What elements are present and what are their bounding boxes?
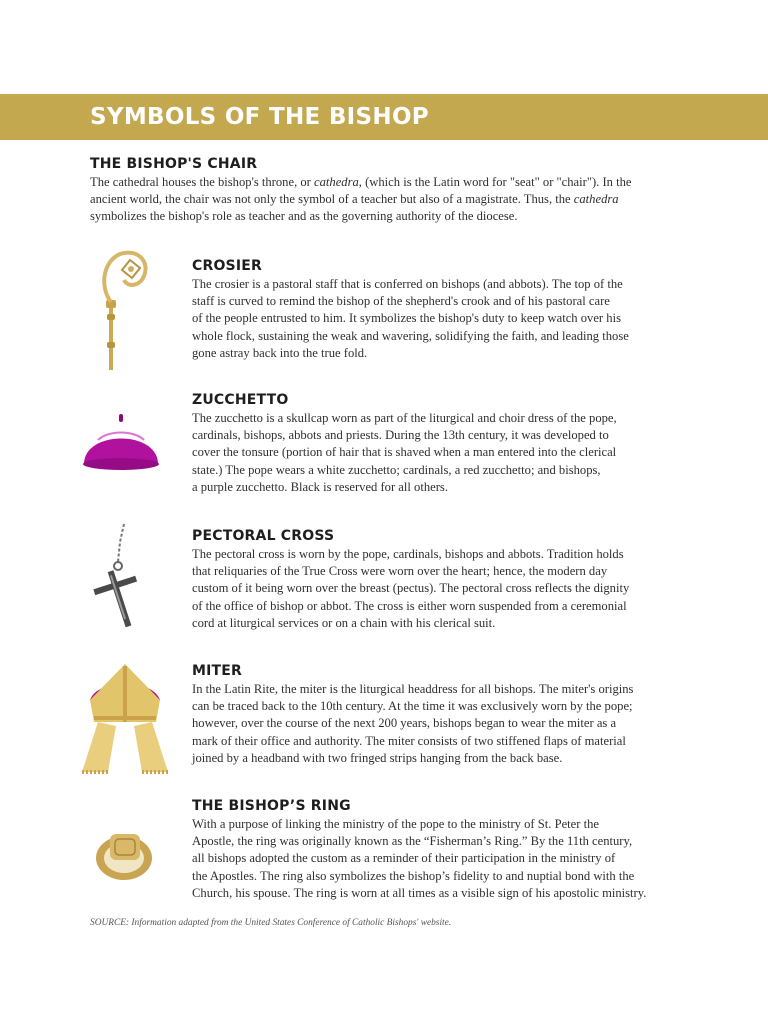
section-body: With a purpose of linking the ministry of the pope to the ministry of St. Peter the Apostle, the ring was originally known as the “Fisherman’s Ring.” By the 11th century, all bishops adopted the custom as a reminder of their participation in the ministry of the Apostles. The ring also symbolizes the bishop’s fidelity to and nuptial bond with the Church, his spouse. The ring is worn at all times as a visible sign of his apostolic ministry. <box>192 817 647 900</box>
page-title: SYMBOLS OF THE BISHOP <box>90 104 429 130</box>
crosier-image <box>92 244 162 374</box>
section-miter <box>192 663 692 767</box>
miter-image <box>68 660 182 782</box>
section-pectoral-cross <box>192 528 692 632</box>
section-heading: PECTORAL CROSS <box>192 528 335 544</box>
title-banner <box>0 94 768 140</box>
pectoral-cross-image <box>86 522 152 632</box>
section-heading: ZUCCHETTO <box>192 392 289 408</box>
section-heading: THE BISHOP'S CHAIR <box>90 156 258 172</box>
section-bishops-ring <box>192 798 692 902</box>
section-heading: CROSIER <box>192 258 262 274</box>
section-body: In the Latin Rite, the miter is the liturgical headdress for all bishops. The miter's origins can be traced back to the 10th century. At the time it was exclusively worn by the pope; however, over the course of the next 200 years, bishops began to wear the miter as a mark of their office and authority. The miter consists of two stiffened flaps of material joined by a headband with two fringed strips hanging from the back base. <box>192 682 634 765</box>
section-body: The pectoral cross is worn by the pope, cardinals, bishops and abbots. Tradition holds that reliquaries of the True Cross were worn over the heart; hence, the modern day custom of it being worn over the breast (pectus). The pectoral cross reflects the dignity of the office of bishop or abbot. The cross is either worn suspended from a ceremonial cord at liturgical services or on a chain with his clerical suit. <box>192 547 630 630</box>
section-body: The zucchetto is a skullcap worn as part of the liturgical and choir dress of the pope, cardinals, bishops, abbots and priests. During the 13th century, it was developed to cover the tonsure (portion of hair that is shaved when a man entered into the clerical state.) The pope wears a white zucchetto; cardinals, a red zucchetto; and bishops, a purple zucchetto. Black is reserved for all others. <box>192 411 617 494</box>
section-body: The crosier is a pastoral staff that is conferred on bishops (and abbots). The top of the staff is curved to remind the bishop of the shepherd's crook and of his pastoral care of the people entrusted to him. It symbolizes the bishop's duty to keep watch over his whole flock, sustaining the weak and wavering, solidifying the faith, and leading those gone astray back into the true fold. <box>192 277 629 360</box>
section-body: The cathedral houses the bishop's throne, or cathedra, (which is the Latin word for "seat" or "chair"). In the ancient world, the chair was not only the symbol of a teacher but also of a magistrate. Thus, the cathedra symbolizes the bishop's role as teacher and as the governing authority of the diocese. <box>90 175 632 224</box>
section-heading: THE BISHOP’S RING <box>192 798 351 814</box>
zucchetto-image <box>78 410 164 474</box>
ring-image <box>92 828 156 884</box>
section-zucchetto <box>192 392 692 496</box>
section-bishops-chair <box>90 156 690 226</box>
section-crosier <box>192 258 692 362</box>
source-note: SOURCE: Information adapted from the United States Conference of Catholic Bishops' website. <box>90 918 452 928</box>
section-heading: MITER <box>192 663 243 679</box>
